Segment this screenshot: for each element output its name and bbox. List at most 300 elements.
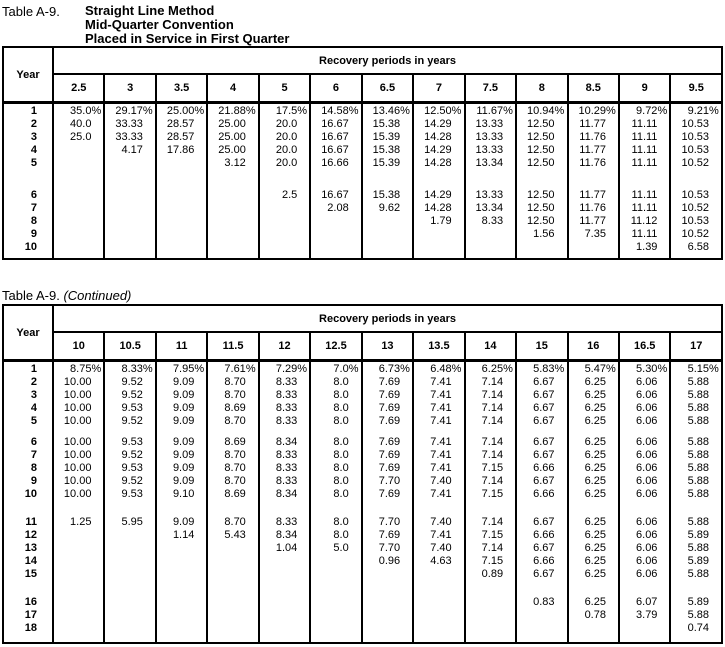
table-row [3, 105, 722, 118]
value-cell [156, 609, 207, 622]
value-cell [53, 622, 104, 635]
value-cell [259, 170, 310, 189]
value-cell [259, 202, 310, 215]
value-cell: 6.06 [619, 542, 670, 555]
period-column-header: 3 [104, 74, 155, 103]
period-column-header: 4 [207, 74, 258, 103]
value-cell: 3.12 [207, 157, 258, 170]
value-cell: 5.88 [670, 436, 722, 449]
value-cell [53, 568, 104, 581]
table1-label: Table A-9. [2, 4, 60, 19]
year-cell: 1 [3, 105, 53, 118]
year-cell: 18 [3, 622, 53, 635]
value-cell [207, 189, 258, 202]
value-cell: 9.09 [156, 462, 207, 475]
value-cell: 5.43 [207, 529, 258, 542]
year-cell: 11 [3, 516, 53, 529]
value-cell: 9.09 [156, 449, 207, 462]
value-cell: 8.33 [259, 415, 310, 428]
value-cell: 9.10 [156, 488, 207, 501]
value-cell [53, 215, 104, 228]
year-cell: 8 [3, 215, 53, 228]
value-cell [207, 542, 258, 555]
value-cell: 7.40 [413, 516, 464, 529]
year-cell [3, 501, 53, 516]
value-cell: 20.0 [259, 118, 310, 131]
value-cell: 15.38 [362, 189, 413, 202]
table-row [3, 202, 722, 215]
value-cell [568, 170, 619, 189]
value-cell: 14.28 [413, 202, 464, 215]
recovery-periods-header: Recovery periods in years [53, 305, 722, 332]
value-cell: 0.96 [362, 555, 413, 568]
value-cell [362, 428, 413, 436]
year-cell: 9 [3, 475, 53, 488]
value-cell [413, 635, 464, 643]
table-row [3, 215, 722, 228]
value-cell: 20.0 [259, 157, 310, 170]
value-cell: 8.33 [259, 516, 310, 529]
value-cell: 12.50% [413, 105, 464, 118]
value-cell: 6.07 [619, 596, 670, 609]
value-cell: 5.88 [670, 402, 722, 415]
value-cell: 7.40 [413, 542, 464, 555]
table-row [3, 529, 722, 542]
value-cell [568, 428, 619, 436]
value-cell [619, 581, 670, 596]
value-cell: 7.69 [362, 389, 413, 402]
value-cell: 4.63 [413, 555, 464, 568]
value-cell: 11.11 [619, 144, 670, 157]
value-cell [619, 635, 670, 643]
value-cell [156, 555, 207, 568]
value-cell: 8.0 [310, 436, 361, 449]
value-cell [53, 596, 104, 609]
year-cell: 17 [3, 609, 53, 622]
value-cell: 6.67 [516, 436, 567, 449]
value-cell [465, 428, 516, 436]
value-cell [259, 428, 310, 436]
value-cell: 6.67 [516, 516, 567, 529]
value-cell: 25.0 [53, 131, 104, 144]
value-cell [310, 228, 361, 241]
table-row [3, 144, 722, 157]
value-cell: 7.15 [465, 555, 516, 568]
value-cell: 6.06 [619, 436, 670, 449]
value-cell: 5.88 [670, 568, 722, 581]
value-cell [104, 157, 155, 170]
value-cell: 7.69 [362, 462, 413, 475]
value-cell [362, 596, 413, 609]
value-cell: 8.0 [310, 516, 361, 529]
year-cell: 10 [3, 488, 53, 501]
value-cell [362, 581, 413, 596]
value-cell [413, 596, 464, 609]
value-cell: 10.53 [670, 189, 722, 202]
value-cell: 8.0 [310, 529, 361, 542]
value-cell: 6.25 [568, 596, 619, 609]
value-cell [568, 635, 619, 643]
value-cell: 5.89 [670, 596, 722, 609]
table-row [3, 555, 722, 568]
value-cell: 9.72% [619, 105, 670, 118]
value-cell: 8.33 [259, 462, 310, 475]
value-cell [207, 202, 258, 215]
value-cell [465, 596, 516, 609]
value-cell [259, 501, 310, 516]
value-cell: 6.73% [362, 363, 413, 376]
value-cell: 16.67 [310, 189, 361, 202]
value-cell: 7.41 [413, 376, 464, 389]
period-column-header: 16.5 [619, 332, 670, 361]
value-cell [516, 622, 567, 635]
value-cell [670, 501, 722, 516]
value-cell [259, 609, 310, 622]
value-cell: 8.75% [53, 363, 104, 376]
value-cell: 6.06 [619, 415, 670, 428]
value-cell: 9.09 [156, 516, 207, 529]
period-column-header: 16 [568, 332, 619, 361]
value-cell: 8.70 [207, 389, 258, 402]
value-cell: 25.00 [207, 118, 258, 131]
value-cell [516, 635, 567, 643]
value-cell: 6.25% [465, 363, 516, 376]
value-cell: 11.11 [619, 228, 670, 241]
table-row [3, 488, 722, 501]
value-cell [259, 241, 310, 254]
year-cell: 2 [3, 118, 53, 131]
value-cell: 11.77 [568, 144, 619, 157]
value-cell: 6.06 [619, 529, 670, 542]
value-cell [516, 254, 567, 259]
value-cell: 7.41 [413, 402, 464, 415]
table-row [3, 415, 722, 428]
value-cell: 6.67 [516, 542, 567, 555]
value-cell [53, 144, 104, 157]
value-cell [516, 428, 567, 436]
value-cell: 7.14 [465, 449, 516, 462]
value-cell: 5.95 [104, 516, 155, 529]
value-cell: 8.33 [465, 215, 516, 228]
value-cell: 16.67 [310, 131, 361, 144]
value-cell: 6.67 [516, 376, 567, 389]
value-cell: 13.33 [465, 118, 516, 131]
period-column-header: 17 [670, 332, 722, 361]
value-cell [362, 215, 413, 228]
value-cell: 1.14 [156, 529, 207, 542]
value-cell: 5.88 [670, 376, 722, 389]
value-cell: 10.53 [670, 131, 722, 144]
value-cell: 6.25 [568, 436, 619, 449]
value-cell: 9.53 [104, 402, 155, 415]
spacer-row [3, 501, 722, 516]
value-cell [413, 501, 464, 516]
value-cell [362, 609, 413, 622]
value-cell: 8.34 [259, 488, 310, 501]
value-cell: 8.0 [310, 389, 361, 402]
value-cell [104, 501, 155, 516]
value-cell: 4.17 [104, 144, 155, 157]
value-cell [207, 241, 258, 254]
value-cell [259, 596, 310, 609]
value-cell [310, 568, 361, 581]
value-cell [413, 241, 464, 254]
table-row [3, 462, 722, 475]
value-cell [568, 622, 619, 635]
value-cell: 9.21% [670, 105, 722, 118]
value-cell: 10.00 [53, 436, 104, 449]
value-cell: 33.33 [104, 131, 155, 144]
value-cell: 9.52 [104, 449, 155, 462]
value-cell: 9.09 [156, 415, 207, 428]
period-column-header: 9 [619, 74, 670, 103]
value-cell: 5.88 [670, 462, 722, 475]
value-cell: 11.11 [619, 118, 670, 131]
value-cell: 7.0% [310, 363, 361, 376]
value-cell: 0.74 [670, 622, 722, 635]
value-cell [207, 596, 258, 609]
value-cell: 5.83% [516, 363, 567, 376]
value-cell [362, 635, 413, 643]
value-cell: 7.14 [465, 415, 516, 428]
value-cell [53, 428, 104, 436]
value-cell [465, 609, 516, 622]
value-cell [670, 635, 722, 643]
period-column-header: 3.5 [156, 74, 207, 103]
value-cell: 8.33 [259, 475, 310, 488]
value-cell: 6.06 [619, 462, 670, 475]
value-cell [516, 581, 567, 596]
value-cell [670, 170, 722, 189]
value-cell: 14.29 [413, 189, 464, 202]
value-cell [53, 581, 104, 596]
value-cell: 7.69 [362, 529, 413, 542]
value-cell: 6.25 [568, 449, 619, 462]
value-cell [568, 501, 619, 516]
value-cell [310, 428, 361, 436]
value-cell: 15.38 [362, 144, 413, 157]
value-cell: 8.34 [259, 529, 310, 542]
period-column-header: 8.5 [568, 74, 619, 103]
value-cell: 6.25 [568, 402, 619, 415]
value-cell: 11.77 [568, 189, 619, 202]
value-cell [670, 581, 722, 596]
period-column-header: 12 [259, 332, 310, 361]
value-cell [156, 622, 207, 635]
value-cell: 7.69 [362, 449, 413, 462]
value-cell: 10.52 [670, 202, 722, 215]
value-cell: 7.14 [465, 542, 516, 555]
value-cell [259, 581, 310, 596]
value-cell: 11.76 [568, 157, 619, 170]
value-cell [207, 568, 258, 581]
value-cell: 9.53 [104, 436, 155, 449]
value-cell [53, 228, 104, 241]
value-cell: 9.09 [156, 376, 207, 389]
value-cell: 28.57 [156, 118, 207, 131]
value-cell: 3.79 [619, 609, 670, 622]
value-cell [362, 622, 413, 635]
value-cell: 35.0% [53, 105, 104, 118]
table-row [3, 436, 722, 449]
value-cell: 6.48% [413, 363, 464, 376]
value-cell: 8.0 [310, 488, 361, 501]
value-cell [207, 609, 258, 622]
value-cell: 7.14 [465, 475, 516, 488]
value-cell [619, 170, 670, 189]
value-cell: 11.11 [619, 131, 670, 144]
value-cell: 8.33 [259, 389, 310, 402]
value-cell [207, 428, 258, 436]
title-line-quarter: Placed in Service in First Quarter [85, 31, 290, 46]
value-cell [362, 228, 413, 241]
year-cell: 9 [3, 228, 53, 241]
value-cell [619, 428, 670, 436]
value-cell [53, 501, 104, 516]
value-cell: 13.34 [465, 157, 516, 170]
period-column-header: 10.5 [104, 332, 155, 361]
value-cell: 5.30% [619, 363, 670, 376]
value-cell [156, 189, 207, 202]
value-cell [413, 228, 464, 241]
table-row [3, 542, 722, 555]
value-cell [310, 501, 361, 516]
year-cell: 15 [3, 568, 53, 581]
value-cell [156, 254, 207, 259]
value-cell: 6.06 [619, 389, 670, 402]
value-cell: 12.50 [516, 118, 567, 131]
value-cell: 28.57 [156, 131, 207, 144]
value-cell [362, 254, 413, 259]
value-cell: 8.0 [310, 462, 361, 475]
table-row [3, 609, 722, 622]
value-cell [53, 170, 104, 189]
value-cell: 6.67 [516, 402, 567, 415]
value-cell: 8.69 [207, 436, 258, 449]
value-cell [53, 202, 104, 215]
value-cell [465, 228, 516, 241]
value-cell: 8.70 [207, 516, 258, 529]
value-cell [104, 609, 155, 622]
value-cell [156, 501, 207, 516]
value-cell: 8.0 [310, 376, 361, 389]
year-cell: 7 [3, 449, 53, 462]
value-cell [156, 596, 207, 609]
depreciation-table-2 [2, 304, 723, 644]
value-cell: 15.39 [362, 131, 413, 144]
value-cell: 9.52 [104, 376, 155, 389]
value-cell: 25.00 [207, 144, 258, 157]
value-cell: 7.14 [465, 376, 516, 389]
value-cell [259, 635, 310, 643]
value-cell [53, 241, 104, 254]
value-cell: 9.09 [156, 475, 207, 488]
value-cell [156, 241, 207, 254]
table-row [3, 622, 722, 635]
value-cell: 7.95% [156, 363, 207, 376]
value-cell: 7.61% [207, 363, 258, 376]
value-cell: 21.88% [207, 105, 258, 118]
value-cell [568, 254, 619, 259]
value-cell [465, 170, 516, 189]
value-cell: 5.89 [670, 529, 722, 542]
value-cell: 11.11 [619, 202, 670, 215]
value-cell [104, 202, 155, 215]
value-cell: 11.11 [619, 157, 670, 170]
value-cell: 7.41 [413, 449, 464, 462]
value-cell [310, 635, 361, 643]
value-cell: 11.77 [568, 118, 619, 131]
value-cell [516, 170, 567, 189]
value-cell: 8.33 [259, 449, 310, 462]
value-cell: 7.70 [362, 475, 413, 488]
value-cell [516, 609, 567, 622]
value-cell [53, 254, 104, 259]
value-cell [310, 622, 361, 635]
value-cell: 7.14 [465, 402, 516, 415]
value-cell: 6.67 [516, 449, 567, 462]
value-cell [413, 622, 464, 635]
value-cell [310, 170, 361, 189]
table-row [3, 157, 722, 170]
value-cell: 10.00 [53, 389, 104, 402]
value-cell [207, 254, 258, 259]
value-cell: 8.69 [207, 402, 258, 415]
year-column-header: Year [3, 305, 53, 361]
value-cell: 7.69 [362, 415, 413, 428]
value-cell [104, 189, 155, 202]
value-cell [156, 542, 207, 555]
table2-continued-label: (Continued) [63, 288, 132, 303]
value-cell [53, 609, 104, 622]
value-cell [362, 170, 413, 189]
table-row [3, 118, 722, 131]
period-column-header: 11 [156, 332, 207, 361]
value-cell [104, 581, 155, 596]
value-cell: 7.29% [259, 363, 310, 376]
year-cell: 5 [3, 415, 53, 428]
period-column-header: 9.5 [670, 74, 722, 103]
value-cell: 6.67 [516, 415, 567, 428]
value-cell [516, 501, 567, 516]
value-cell [568, 241, 619, 254]
value-cell [259, 254, 310, 259]
value-cell: 7.15 [465, 462, 516, 475]
value-cell [156, 170, 207, 189]
value-cell [104, 635, 155, 643]
value-cell: 12.50 [516, 131, 567, 144]
value-cell: 8.0 [310, 449, 361, 462]
value-cell [310, 609, 361, 622]
value-cell: 7.70 [362, 542, 413, 555]
value-cell [207, 170, 258, 189]
year-cell: 16 [3, 596, 53, 609]
value-cell: 5.88 [670, 389, 722, 402]
value-cell [310, 581, 361, 596]
value-cell [413, 568, 464, 581]
value-cell: 8.70 [207, 462, 258, 475]
value-cell: 5.88 [670, 516, 722, 529]
value-cell: 16.66 [310, 157, 361, 170]
value-cell: 7.41 [413, 462, 464, 475]
value-cell [156, 568, 207, 581]
value-cell: 10.53 [670, 215, 722, 228]
value-cell: 7.41 [413, 389, 464, 402]
value-cell [53, 635, 104, 643]
value-cell: 10.00 [53, 462, 104, 475]
value-cell: 9.53 [104, 462, 155, 475]
year-cell: 5 [3, 157, 53, 170]
